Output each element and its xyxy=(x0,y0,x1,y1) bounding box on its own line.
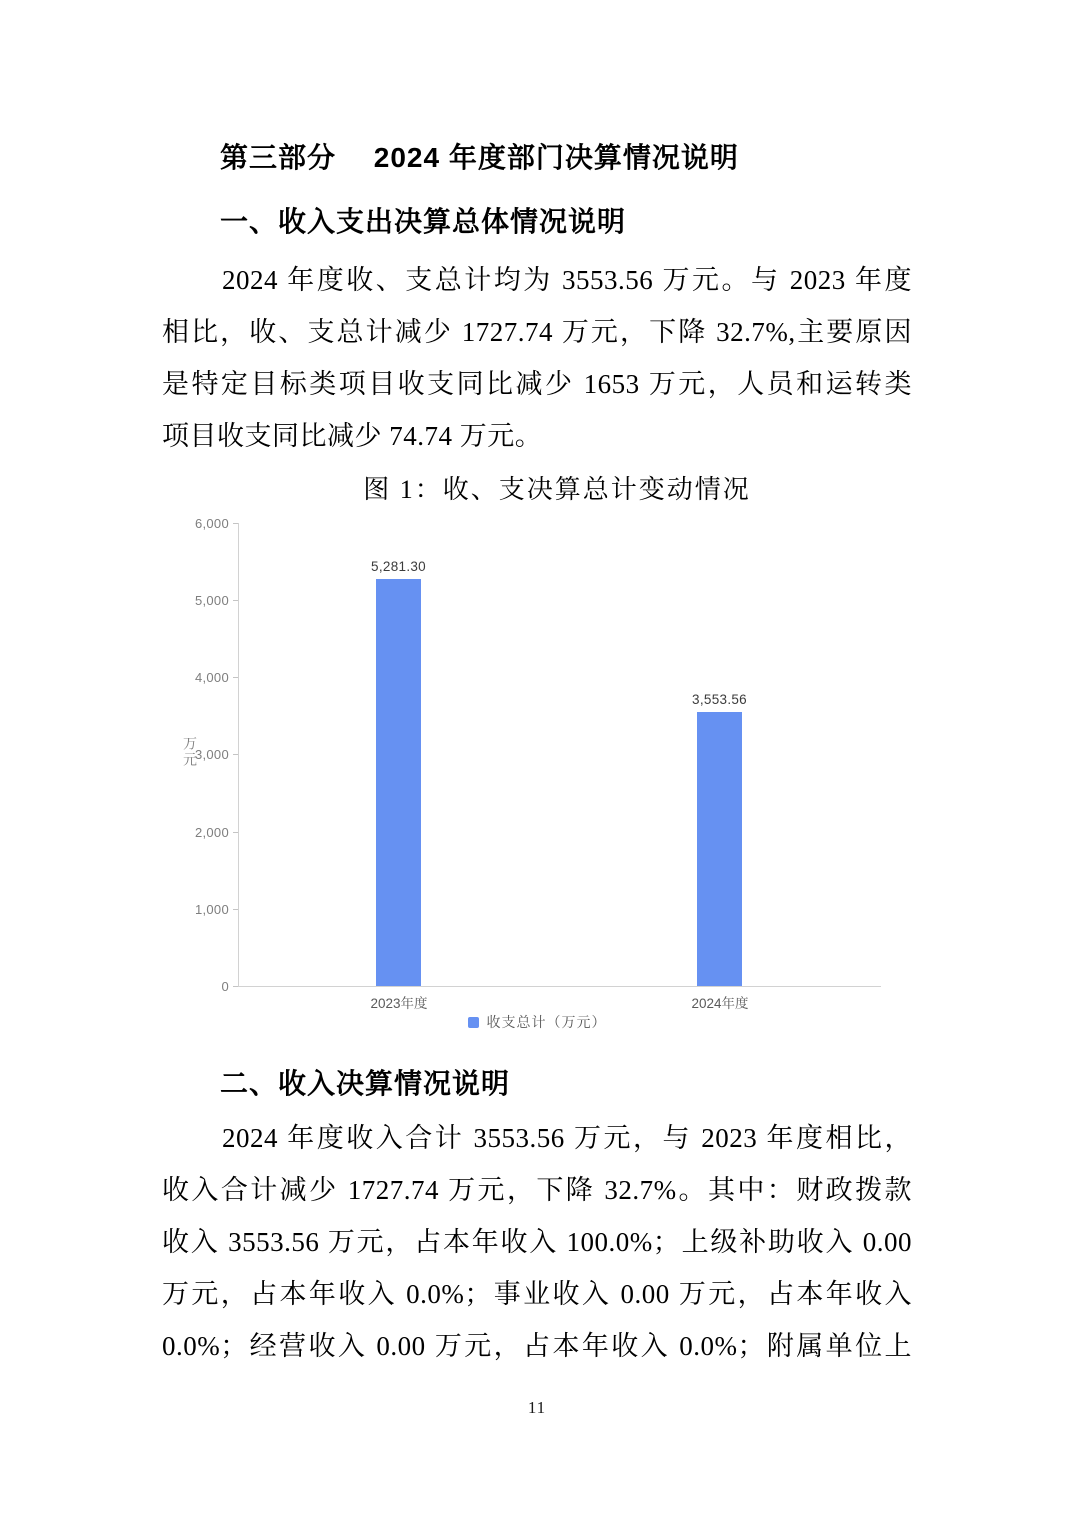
y-tick-label: 4,000 xyxy=(194,669,229,685)
x-axis-label-2024: 2024年度 xyxy=(691,996,749,1011)
paragraph-line: 收入 3553.56 万元，占本年收入 100.0%；上级补助收入 0.00 xyxy=(162,1227,912,1257)
y-tick-label: 6,000 xyxy=(194,515,229,531)
chart-legend xyxy=(162,1012,912,1032)
paragraph-line: 万元，占本年收入 0.0%；事业收入 0.00 万元，占本年收入 xyxy=(162,1279,912,1309)
y-axis-title: 万元 xyxy=(182,736,198,768)
bar-value-label: 3,553.56 xyxy=(692,691,747,707)
x-axis-label-2023: 2023年度 xyxy=(370,996,428,1011)
y-tick-mark xyxy=(233,832,238,833)
paragraph-line: 项目收支同比减少 74.74 万元。 xyxy=(162,421,543,451)
paragraph-line: 相比，收、支总计减少 1727.74 万元，下降 32.7%,主要原因 xyxy=(162,317,912,347)
paragraph-line: 收入合计减少 1727.74 万元，下降 32.7%。其中：财政拨款 xyxy=(162,1175,912,1205)
y-tick xyxy=(162,593,238,607)
legend-label: 收支总计（万元） xyxy=(486,1014,607,1030)
y-tick-mark xyxy=(233,754,238,755)
bar-2023 xyxy=(371,558,426,987)
y-tick-label: 5,000 xyxy=(194,592,229,608)
y-tick-label: 3,000 xyxy=(194,746,229,762)
y-tick-mark xyxy=(233,600,238,601)
y-tick xyxy=(162,979,238,993)
y-tick xyxy=(162,670,238,684)
paragraph-line: 2024 年度收、支总计均为 3553.56 万元。与 2023 年度 xyxy=(222,265,912,295)
section1-paragraph xyxy=(162,254,912,462)
y-tick xyxy=(162,902,238,916)
paragraph-line: 是特定目标类项目收支同比减少 1653 万元，人员和运转类 xyxy=(162,369,912,399)
y-tick-mark xyxy=(233,909,238,910)
y-tick xyxy=(162,825,238,839)
paragraph-line: 2024 年度收入合计 3553.56 万元，与 2023 年度相比， xyxy=(222,1123,912,1153)
figure1-caption: 图 1：收、支决算总计变动情况 xyxy=(363,475,751,504)
y-tick-label: 1,000 xyxy=(194,901,229,917)
bar-chart-figure1 xyxy=(162,508,912,1038)
y-axis-line xyxy=(238,523,239,986)
y-tick-label: 2,000 xyxy=(194,824,229,840)
bar-rect-2024 xyxy=(697,712,742,986)
y-tick xyxy=(162,516,238,530)
part-title: 第三部分 2024 年度部门决算情况说明 xyxy=(220,142,739,173)
y-tick-mark xyxy=(233,677,238,678)
bar-rect-2023 xyxy=(376,579,421,987)
y-tick-label: 0 xyxy=(221,978,229,994)
y-tick-mark xyxy=(233,523,238,524)
bar-2024 xyxy=(692,691,747,986)
y-tick xyxy=(162,747,238,761)
bar-value-label: 5,281.30 xyxy=(371,558,426,574)
legend-swatch-icon xyxy=(468,1017,479,1028)
x-axis-line xyxy=(238,986,881,987)
paragraph-line: 0.0%；经营收入 0.00 万元，占本年收入 0.0%；附属单位上 xyxy=(162,1331,912,1361)
section2-heading: 二、收入决算情况说明 xyxy=(220,1068,511,1099)
section2-paragraph xyxy=(162,1112,912,1372)
section1-heading: 一、收入支出决算总体情况说明 xyxy=(220,206,627,237)
page-number: 11 xyxy=(527,1398,547,1417)
